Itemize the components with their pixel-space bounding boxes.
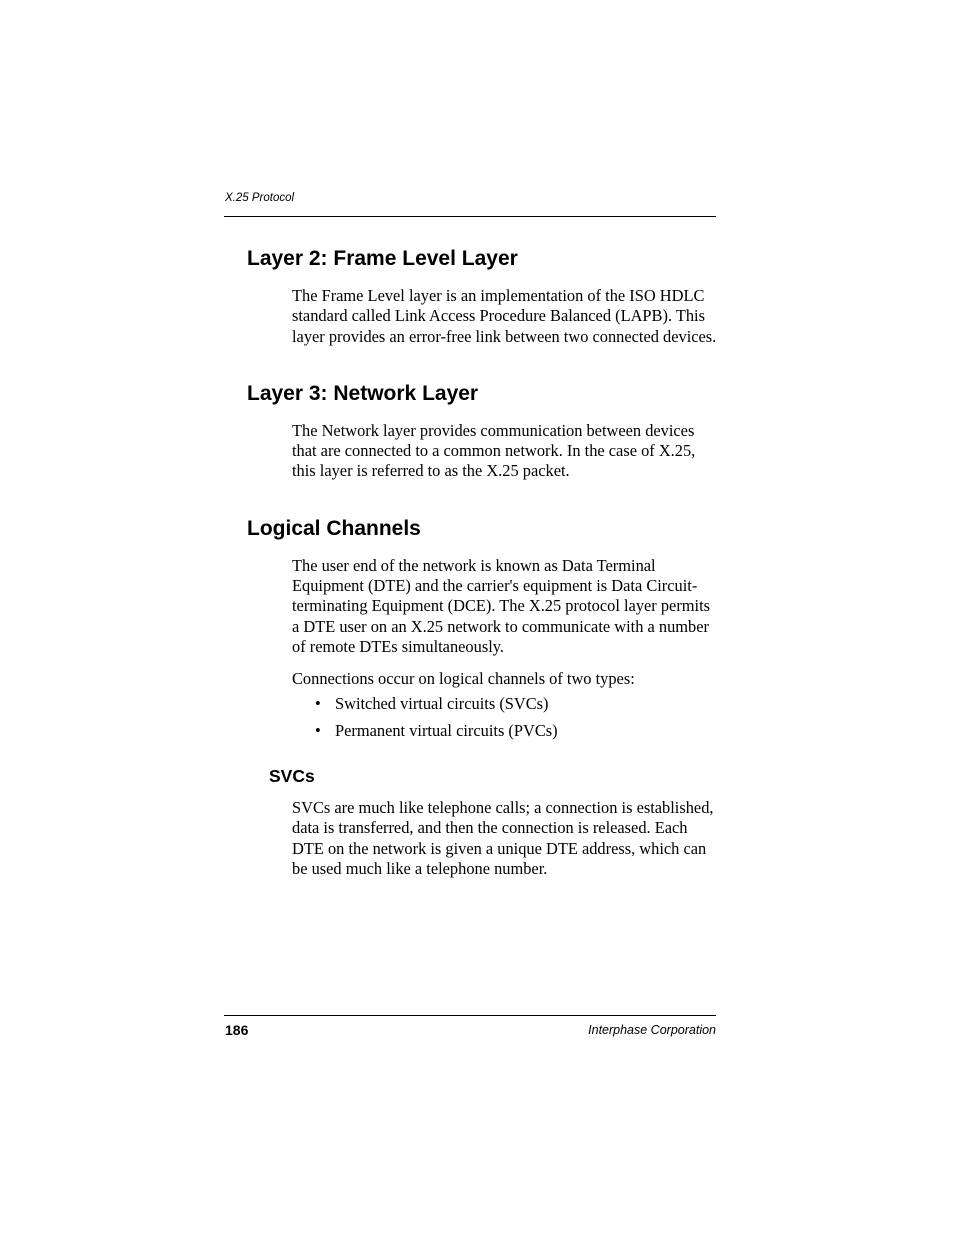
list-item bbox=[315, 694, 717, 714]
page-number: 186 bbox=[225, 1022, 249, 1038]
running-header-title: X.25 Protocol bbox=[225, 192, 295, 204]
channel-types-list bbox=[315, 694, 717, 742]
bullet-marker: • bbox=[315, 720, 321, 740]
list-item-text: Permanent virtual circuits (PVCs) bbox=[335, 720, 558, 740]
paragraph-logical-channels-intro: The user end of the network is known as Data Terminal Equipment (DTE) and the carrier's equipment is Data Circuit-terminating Equipment (DCE). The X.25 protocol layer permits a DTE user on an X.25 network to communicate with a number of remote DTEs simultaneously. bbox=[292, 555, 711, 656]
page-content bbox=[247, 246, 717, 879]
list-item bbox=[315, 721, 717, 741]
paragraph-layer3: The Network layer provides communication between devices that are connected to a common network. In the case of X.25, this layer is referred to as the X.25 packet. bbox=[292, 420, 696, 481]
paragraph-logical-channels-types: Connections occur on logical channels of two types: bbox=[292, 669, 635, 689]
footer-rule bbox=[224, 1015, 716, 1016]
heading-svcs: SVCs bbox=[269, 766, 315, 787]
list-item-text: Switched virtual circuits (SVCs) bbox=[335, 693, 549, 713]
heading-layer3: Layer 3: Network Layer bbox=[247, 381, 479, 405]
heading-layer2: Layer 2: Frame Level Layer bbox=[247, 247, 518, 270]
paragraph-layer2: The Frame Level layer is an implementation of the ISO HDLC standard called Link Access Procedure Balanced (LAPB). This layer provides an error-free link between two connected devices. bbox=[292, 286, 717, 346]
footer-company: Interphase Corporation bbox=[588, 1023, 716, 1037]
heading-logical-channels: Logical Channels bbox=[247, 516, 421, 540]
header-rule bbox=[224, 216, 716, 217]
paragraph-svcs: SVCs are much like telephone calls; a connection is established, data is transferred, and then the connection is released. Each DTE on the network is given a unique DTE address, which can be used much like a telephone number. bbox=[292, 798, 714, 879]
bullet-marker: • bbox=[315, 693, 321, 713]
